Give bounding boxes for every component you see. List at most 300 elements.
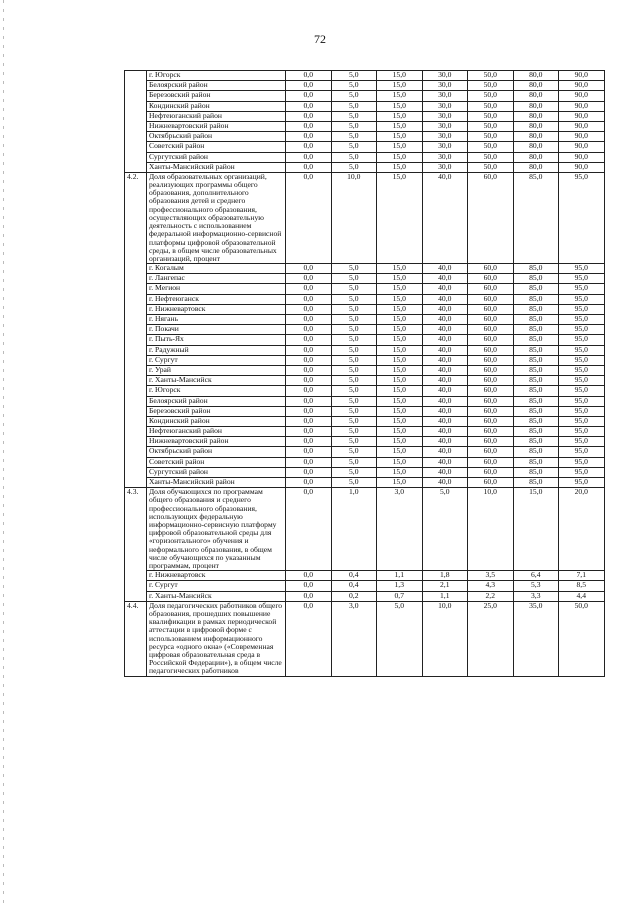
territory-value: 30,0 <box>422 81 468 91</box>
territory-value: 1,1 <box>422 591 468 601</box>
territory-value: 0,0 <box>286 416 332 426</box>
territory-value: 80,0 <box>513 101 559 111</box>
territory-value: 60,0 <box>468 396 514 406</box>
territory-value: 60,0 <box>468 355 514 365</box>
territory-name: Октябрьский район <box>147 132 286 142</box>
territory-value: 0,0 <box>286 101 332 111</box>
territory-row <box>125 376 605 386</box>
territory-value: 40,0 <box>422 345 468 355</box>
territory-value: 60,0 <box>468 315 514 325</box>
territory-row <box>125 591 605 601</box>
territory-value: 85,0 <box>513 284 559 294</box>
territory-value: 0,0 <box>286 121 332 131</box>
scan-edge-marks <box>3 0 4 905</box>
territory-value: 15,0 <box>377 264 423 274</box>
indicator-number: 4.4. <box>125 601 147 676</box>
territory-value: 50,0 <box>468 121 514 131</box>
territory-value: 5,0 <box>331 162 377 172</box>
territory-value: 85,0 <box>513 437 559 447</box>
territory-value: 40,0 <box>422 478 468 488</box>
indicator-value: 3,0 <box>377 488 423 571</box>
territory-value: 95,0 <box>559 406 605 416</box>
territory-value: 15,0 <box>377 365 423 375</box>
territory-name: Кондинский район <box>147 416 286 426</box>
territory-row <box>125 71 605 81</box>
territory-value: 40,0 <box>422 274 468 284</box>
territory-value: 15,0 <box>377 121 423 131</box>
territory-value: 95,0 <box>559 315 605 325</box>
territory-name: г. Покачи <box>147 325 286 335</box>
territory-value: 5,3 <box>513 581 559 591</box>
indicator-value: 10,0 <box>422 601 468 676</box>
territory-value: 0,0 <box>286 71 332 81</box>
territory-value: 90,0 <box>559 152 605 162</box>
territory-value: 85,0 <box>513 416 559 426</box>
territory-value: 0,0 <box>286 591 332 601</box>
territory-value: 40,0 <box>422 315 468 325</box>
territory-value: 90,0 <box>559 111 605 121</box>
territory-value: 60,0 <box>468 365 514 375</box>
territory-value: 15,0 <box>377 345 423 355</box>
indicator-number <box>125 71 147 173</box>
territory-value: 60,0 <box>468 467 514 477</box>
territory-name: Сургутский район <box>147 152 286 162</box>
indicator-value: 1,0 <box>331 488 377 571</box>
territory-value: 50,0 <box>468 152 514 162</box>
territory-value: 40,0 <box>422 376 468 386</box>
territory-value: 15,0 <box>377 294 423 304</box>
territory-value: 5,0 <box>331 467 377 477</box>
territory-value: 60,0 <box>468 264 514 274</box>
territory-row <box>125 111 605 121</box>
territory-row <box>125 355 605 365</box>
territory-value: 5,0 <box>331 111 377 121</box>
territory-name: Советский район <box>147 142 286 152</box>
territory-name: Нижневартовский район <box>147 121 286 131</box>
territory-value: 0,0 <box>286 355 332 365</box>
territory-value: 85,0 <box>513 467 559 477</box>
territory-value: 80,0 <box>513 162 559 172</box>
territory-row <box>125 427 605 437</box>
territory-row <box>125 315 605 325</box>
indicator-value: 35,0 <box>513 601 559 676</box>
territory-value: 40,0 <box>422 447 468 457</box>
indicator-value: 10,0 <box>468 488 514 571</box>
territory-value: 80,0 <box>513 71 559 81</box>
territory-value: 95,0 <box>559 447 605 457</box>
territory-value: 60,0 <box>468 437 514 447</box>
territory-value: 8,5 <box>559 581 605 591</box>
territory-value: 15,0 <box>377 396 423 406</box>
territory-name: Кондинский район <box>147 101 286 111</box>
territory-row <box>125 294 605 304</box>
territory-value: 0,0 <box>286 315 332 325</box>
indicator-number: 4.3. <box>125 488 147 602</box>
territory-value: 0,0 <box>286 396 332 406</box>
territory-row <box>125 447 605 457</box>
territory-value: 50,0 <box>468 132 514 142</box>
territory-value: 40,0 <box>422 406 468 416</box>
territory-value: 90,0 <box>559 132 605 142</box>
indicator-value: 15,0 <box>513 488 559 571</box>
territory-value: 0,0 <box>286 111 332 121</box>
territory-value: 50,0 <box>468 91 514 101</box>
indicator-name <box>147 488 286 571</box>
indicators-table <box>124 70 605 677</box>
territory-value: 90,0 <box>559 81 605 91</box>
territory-value: 90,0 <box>559 121 605 131</box>
territory-value: 50,0 <box>468 81 514 91</box>
territory-value: 15,0 <box>377 132 423 142</box>
territory-value: 40,0 <box>422 386 468 396</box>
indicator-value: 0,0 <box>286 601 332 676</box>
territory-value: 60,0 <box>468 294 514 304</box>
territory-value: 40,0 <box>422 457 468 467</box>
territory-value: 0,0 <box>286 365 332 375</box>
territory-value: 60,0 <box>468 416 514 426</box>
territory-value: 85,0 <box>513 294 559 304</box>
territory-value: 15,0 <box>377 284 423 294</box>
territory-row <box>125 81 605 91</box>
territory-value: 80,0 <box>513 121 559 131</box>
territory-value: 80,0 <box>513 111 559 121</box>
territory-value: 5,0 <box>331 264 377 274</box>
territory-value: 15,0 <box>377 304 423 314</box>
territory-value: 0,0 <box>286 335 332 345</box>
territory-value: 0,0 <box>286 581 332 591</box>
territory-value: 15,0 <box>377 437 423 447</box>
territory-value: 60,0 <box>468 406 514 416</box>
territory-value: 15,0 <box>377 355 423 365</box>
territory-value: 40,0 <box>422 325 468 335</box>
territory-name: г. Сургут <box>147 581 286 591</box>
territory-value: 40,0 <box>422 427 468 437</box>
territory-value: 5,0 <box>331 437 377 447</box>
territory-value: 50,0 <box>468 162 514 172</box>
territory-value: 0,0 <box>286 376 332 386</box>
territory-name: г. Югорск <box>147 71 286 81</box>
territory-value: 5,0 <box>331 345 377 355</box>
territory-value: 0,0 <box>286 152 332 162</box>
territory-value: 40,0 <box>422 355 468 365</box>
territory-value: 5,0 <box>331 294 377 304</box>
territory-value: 0,0 <box>286 406 332 416</box>
territory-value: 85,0 <box>513 478 559 488</box>
territory-value: 40,0 <box>422 335 468 345</box>
territory-value: 15,0 <box>377 376 423 386</box>
territory-row <box>125 264 605 274</box>
territory-value: 15,0 <box>377 406 423 416</box>
territory-name: Белоярский район <box>147 81 286 91</box>
territory-value: 0,4 <box>331 571 377 581</box>
territory-value: 5,0 <box>331 396 377 406</box>
territory-value: 5,0 <box>331 376 377 386</box>
territory-value: 0,0 <box>286 457 332 467</box>
territory-row <box>125 386 605 396</box>
territory-value: 15,0 <box>377 71 423 81</box>
territory-value: 85,0 <box>513 304 559 314</box>
indicator-value: 50,0 <box>559 601 605 676</box>
territory-value: 30,0 <box>422 142 468 152</box>
territory-value: 15,0 <box>377 335 423 345</box>
territory-row <box>125 325 605 335</box>
territory-value: 5,0 <box>331 81 377 91</box>
indicator-row <box>125 601 605 676</box>
territory-value: 85,0 <box>513 315 559 325</box>
territory-value: 2,1 <box>422 581 468 591</box>
territory-value: 95,0 <box>559 386 605 396</box>
territory-value: 0,0 <box>286 284 332 294</box>
territory-name: Советский район <box>147 457 286 467</box>
territory-value: 95,0 <box>559 345 605 355</box>
indicator-value: 85,0 <box>513 172 559 263</box>
indicator-value: 0,0 <box>286 172 332 263</box>
territory-value: 3,3 <box>513 591 559 601</box>
territory-value: 95,0 <box>559 325 605 335</box>
territory-value: 30,0 <box>422 71 468 81</box>
territory-value: 15,0 <box>377 111 423 121</box>
territory-value: 95,0 <box>559 274 605 284</box>
territory-value: 5,0 <box>331 121 377 131</box>
territory-value: 90,0 <box>559 101 605 111</box>
territory-value: 95,0 <box>559 416 605 426</box>
territory-value: 2,2 <box>468 591 514 601</box>
territory-value: 6,4 <box>513 571 559 581</box>
indicator-value: 95,0 <box>559 172 605 263</box>
territory-value: 0,0 <box>286 264 332 274</box>
territory-value: 5,0 <box>331 284 377 294</box>
territory-value: 0,0 <box>286 571 332 581</box>
territory-value: 90,0 <box>559 162 605 172</box>
territory-value: 5,0 <box>331 142 377 152</box>
indicator-value: 20,0 <box>559 488 605 571</box>
territory-value: 85,0 <box>513 355 559 365</box>
territory-name: Ханты-Мансийский район <box>147 162 286 172</box>
territory-value: 0,7 <box>377 591 423 601</box>
territory-value: 15,0 <box>377 81 423 91</box>
territory-value: 95,0 <box>559 437 605 447</box>
territory-value: 50,0 <box>468 142 514 152</box>
territory-name: г. Когалым <box>147 264 286 274</box>
territory-name: Белоярский район <box>147 396 286 406</box>
indicator-number: 4.2. <box>125 172 147 487</box>
territory-value: 85,0 <box>513 406 559 416</box>
indicator-text: Доля педагогических работников общего образования, прошедших повышение квалификации в рамках периодической аттестации в цифровой форме с использованием информационного ресурса «одного окна» («Современная цифровая образовательная среда в Российской Федерации»), в общем числе педагогических работников <box>149 601 283 676</box>
indicator-value: 40,0 <box>422 172 468 263</box>
territory-value: 0,0 <box>286 91 332 101</box>
territory-value: 60,0 <box>468 376 514 386</box>
territory-value: 85,0 <box>513 447 559 457</box>
territory-value: 15,0 <box>377 447 423 457</box>
territory-name: г. Нефтеюганск <box>147 294 286 304</box>
territory-value: 4,3 <box>468 581 514 591</box>
territory-value: 50,0 <box>468 101 514 111</box>
territory-value: 5,0 <box>331 101 377 111</box>
territory-value: 30,0 <box>422 121 468 131</box>
territory-value: 40,0 <box>422 284 468 294</box>
territory-value: 15,0 <box>377 467 423 477</box>
page-number: 72 <box>314 32 326 46</box>
territory-value: 0,0 <box>286 294 332 304</box>
territory-value: 30,0 <box>422 91 468 101</box>
territory-value: 0,0 <box>286 142 332 152</box>
indicator-value: 25,0 <box>468 601 514 676</box>
territory-value: 30,0 <box>422 162 468 172</box>
territory-name: Березовский район <box>147 91 286 101</box>
territory-row <box>125 345 605 355</box>
territory-value: 85,0 <box>513 365 559 375</box>
territory-value: 95,0 <box>559 294 605 304</box>
territory-name: Сургутский район <box>147 467 286 477</box>
territory-value: 30,0 <box>422 152 468 162</box>
territory-value: 80,0 <box>513 81 559 91</box>
territory-row <box>125 284 605 294</box>
territory-value: 5,0 <box>331 427 377 437</box>
territory-value: 15,0 <box>377 101 423 111</box>
territory-value: 0,0 <box>286 274 332 284</box>
territory-value: 60,0 <box>468 284 514 294</box>
territory-name: г. Нижневартовск <box>147 571 286 581</box>
territory-value: 5,0 <box>331 386 377 396</box>
territory-row <box>125 581 605 591</box>
indicator-value: 10,0 <box>331 172 377 263</box>
territory-name: г. Югорск <box>147 386 286 396</box>
territory-value: 15,0 <box>377 142 423 152</box>
territory-value: 4,4 <box>559 591 605 601</box>
territory-value: 60,0 <box>468 345 514 355</box>
territory-value: 95,0 <box>559 457 605 467</box>
territory-value: 5,0 <box>331 71 377 81</box>
indicator-value: 5,0 <box>422 488 468 571</box>
territory-value: 95,0 <box>559 365 605 375</box>
territory-name: Ханты-Мансийский район <box>147 478 286 488</box>
territory-value: 0,0 <box>286 304 332 314</box>
territory-value: 85,0 <box>513 345 559 355</box>
territory-value: 95,0 <box>559 264 605 274</box>
territory-value: 15,0 <box>377 91 423 101</box>
territory-value: 5,0 <box>331 406 377 416</box>
indicator-row <box>125 488 605 571</box>
territory-value: 30,0 <box>422 101 468 111</box>
territory-value: 95,0 <box>559 396 605 406</box>
territory-value: 15,0 <box>377 325 423 335</box>
territory-value: 95,0 <box>559 304 605 314</box>
territory-value: 0,0 <box>286 427 332 437</box>
territory-value: 5,0 <box>331 457 377 467</box>
territory-name: г. Ханты-Мансийск <box>147 376 286 386</box>
territory-name: г. Ханты-Мансийск <box>147 591 286 601</box>
territory-value: 40,0 <box>422 467 468 477</box>
territory-name: Нефтеюганский район <box>147 111 286 121</box>
territory-value: 5,0 <box>331 365 377 375</box>
indicator-value: 60,0 <box>468 172 514 263</box>
territory-value: 85,0 <box>513 335 559 345</box>
territory-name: г. Мегион <box>147 284 286 294</box>
territory-value: 1,3 <box>377 581 423 591</box>
territory-row <box>125 396 605 406</box>
territory-value: 95,0 <box>559 335 605 345</box>
territory-value: 80,0 <box>513 142 559 152</box>
territory-value: 95,0 <box>559 376 605 386</box>
indicator-value: 3,0 <box>331 601 377 676</box>
territory-value: 30,0 <box>422 111 468 121</box>
territory-row <box>125 132 605 142</box>
territory-row <box>125 152 605 162</box>
territory-value: 5,0 <box>331 355 377 365</box>
territory-value: 85,0 <box>513 396 559 406</box>
territory-value: 60,0 <box>468 325 514 335</box>
territory-row <box>125 121 605 131</box>
territory-value: 15,0 <box>377 162 423 172</box>
territory-value: 50,0 <box>468 111 514 121</box>
territory-value: 0,0 <box>286 467 332 477</box>
territory-name: Нефтеюганский район <box>147 427 286 437</box>
territory-value: 40,0 <box>422 365 468 375</box>
territory-value: 15,0 <box>377 152 423 162</box>
territory-value: 0,0 <box>286 447 332 457</box>
territory-value: 60,0 <box>468 386 514 396</box>
territory-value: 95,0 <box>559 478 605 488</box>
territory-value: 0,4 <box>331 581 377 591</box>
territory-value: 15,0 <box>377 478 423 488</box>
territory-name: г. Нягань <box>147 315 286 325</box>
territory-value: 60,0 <box>468 304 514 314</box>
territory-row <box>125 304 605 314</box>
indicator-name <box>147 601 286 676</box>
territory-value: 40,0 <box>422 264 468 274</box>
indicator-name <box>147 172 286 263</box>
territory-value: 95,0 <box>559 284 605 294</box>
territory-value: 15,0 <box>377 457 423 467</box>
territory-name: г. Сургут <box>147 355 286 365</box>
territory-value: 40,0 <box>422 437 468 447</box>
territory-value: 5,0 <box>331 416 377 426</box>
territory-name: г. Лангепас <box>147 274 286 284</box>
territory-row <box>125 335 605 345</box>
territory-name: Октябрьский район <box>147 447 286 457</box>
territory-value: 5,0 <box>331 274 377 284</box>
territory-name: г. Урай <box>147 365 286 375</box>
territory-value: 30,0 <box>422 132 468 142</box>
territory-value: 0,2 <box>331 591 377 601</box>
territory-value: 0,0 <box>286 325 332 335</box>
territory-name: Березовский район <box>147 406 286 416</box>
indicator-value: 15,0 <box>377 172 423 263</box>
territory-value: 95,0 <box>559 427 605 437</box>
territory-row <box>125 437 605 447</box>
territory-value: 5,0 <box>331 447 377 457</box>
territory-row <box>125 365 605 375</box>
territory-value: 15,0 <box>377 274 423 284</box>
indicator-text: Доля образовательных организаций, реализующих программы общего образования, дополнительного образования детей и среднего профессионального образования, осуществляющих образовательную деятельность с использованием федеральной информационно-сервисной платформы цифровой образовательной среды, в общем числе образовательных организаций, процент <box>149 172 282 263</box>
territory-name: г. Пыть-Ях <box>147 335 286 345</box>
territory-value: 0,0 <box>286 132 332 142</box>
territory-row <box>125 101 605 111</box>
territory-value: 0,0 <box>286 478 332 488</box>
territory-value: 85,0 <box>513 427 559 437</box>
territory-value: 0,0 <box>286 81 332 91</box>
territory-value: 60,0 <box>468 457 514 467</box>
territory-name: г. Радужный <box>147 345 286 355</box>
territory-row <box>125 274 605 284</box>
territory-row <box>125 416 605 426</box>
territory-value: 5,0 <box>331 152 377 162</box>
territory-row <box>125 142 605 152</box>
territory-value: 60,0 <box>468 427 514 437</box>
territory-value: 60,0 <box>468 478 514 488</box>
territory-value: 5,0 <box>331 325 377 335</box>
territory-row <box>125 91 605 101</box>
